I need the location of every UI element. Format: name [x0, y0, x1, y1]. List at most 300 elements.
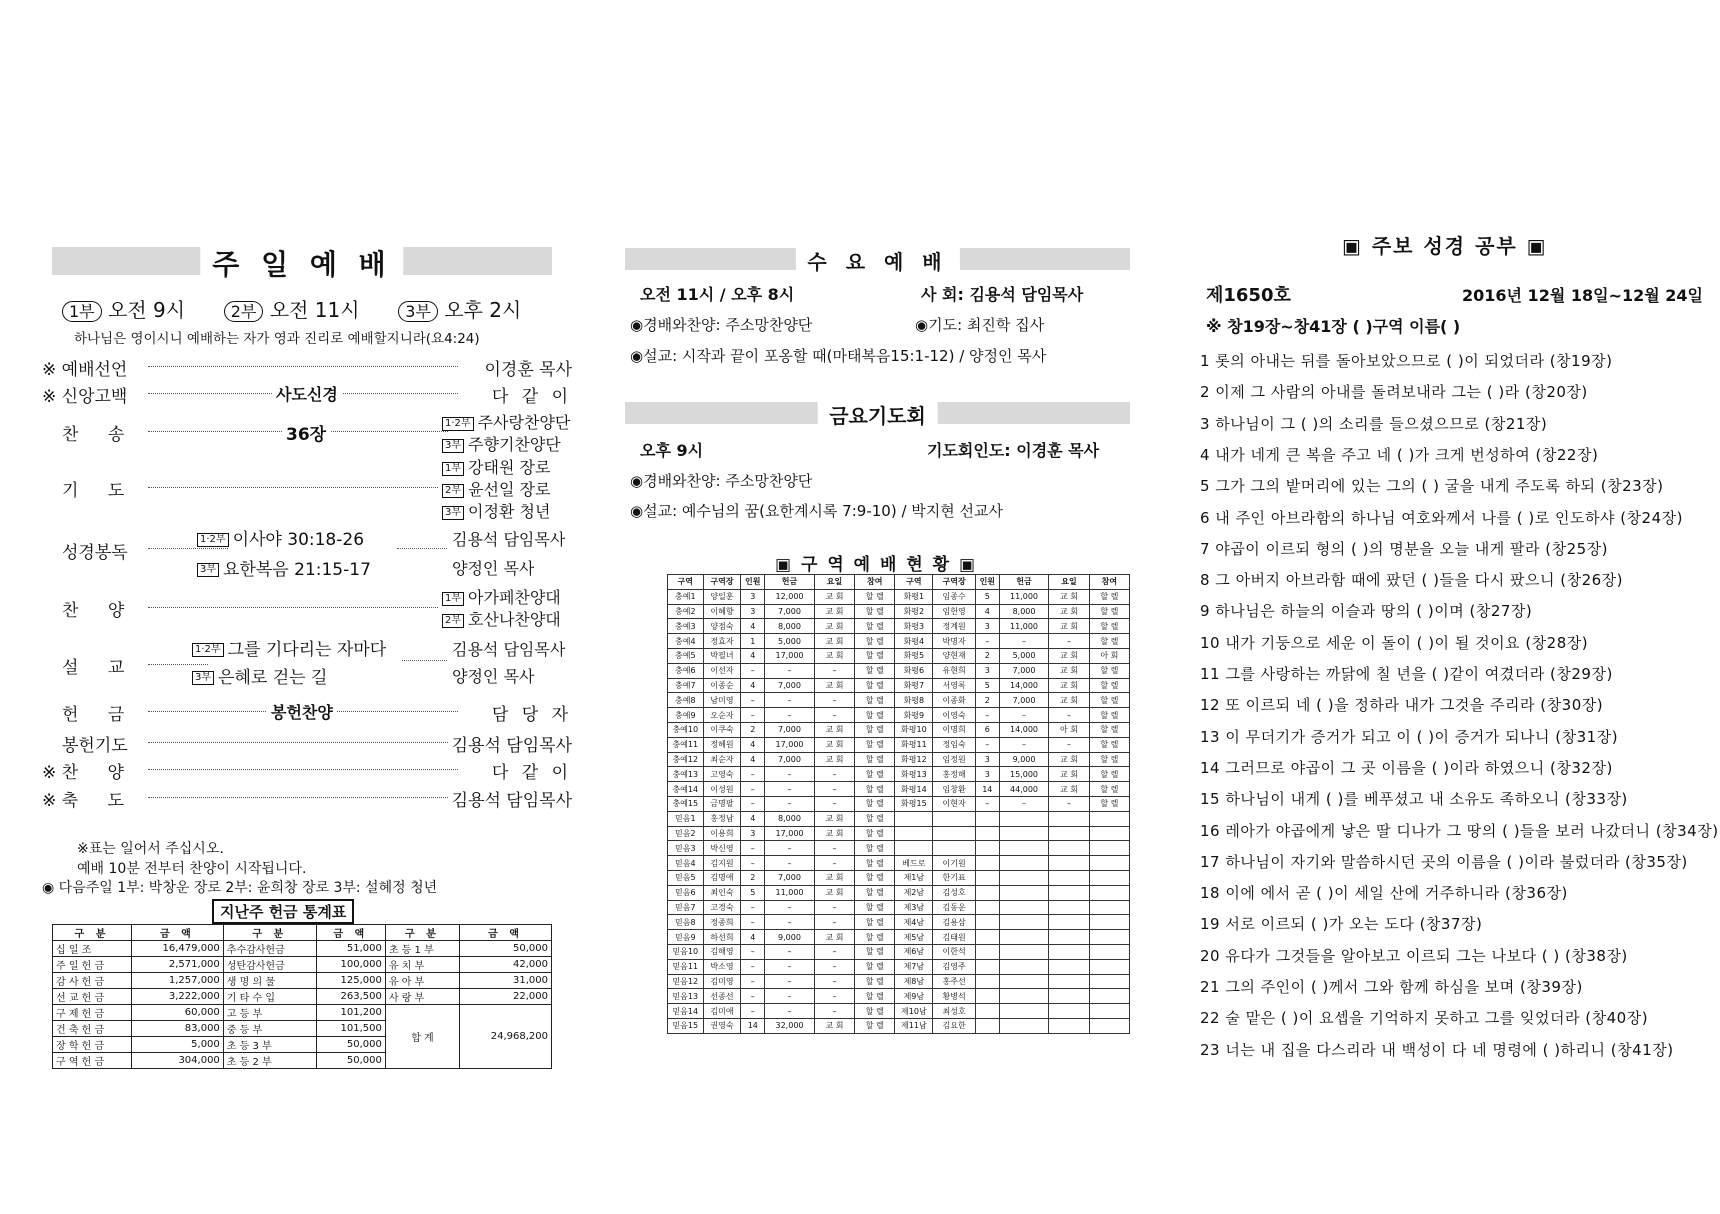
table-cell: 교 회 [1049, 619, 1089, 634]
table-cell: 3 [975, 619, 999, 634]
table-row [53, 973, 552, 989]
service-time-1: 오전 9시 [108, 298, 186, 322]
table-cell: 6 [975, 722, 999, 737]
table-cell: 263,500 [316, 989, 385, 1005]
table-cell: – [765, 693, 815, 708]
table-cell: – [814, 944, 854, 959]
table-cell: 42,000 [460, 957, 552, 973]
table-cell: 제5남 [895, 930, 933, 945]
order-person: 다 같 이 [491, 387, 572, 407]
table-cell: – [814, 989, 854, 1004]
table-cell: – [1049, 796, 1089, 811]
table-cell: – [741, 959, 765, 974]
order-person: 이경훈 목사 [484, 360, 572, 380]
table-cell [1089, 930, 1129, 945]
table-cell: 화평8 [895, 693, 933, 708]
part-tag: 1부 [442, 462, 464, 476]
table-cell: – [741, 796, 765, 811]
table-header: 구역장 [933, 575, 976, 590]
table-cell [895, 826, 933, 841]
table-cell: 이영숙 [933, 708, 976, 723]
table-cell: – [741, 767, 765, 782]
table-row [668, 856, 1130, 871]
table-cell: 7,000 [765, 678, 815, 693]
table-cell: 충예7 [668, 678, 704, 693]
table-cell: 충예14 [668, 782, 704, 797]
table-cell [1089, 1004, 1129, 1019]
table-cell: – [765, 841, 815, 856]
quiz-question: 9 하나님은 하늘의 이슬과 땅의 ( )이며 (창27장) [1200, 602, 1533, 621]
part-tag: 3부 [442, 506, 464, 520]
table-cell: 7,000 [999, 663, 1049, 678]
part-tag: 1·2부 [197, 533, 229, 547]
table-cell: 최성호 [933, 1004, 976, 1019]
table-cell: 김미애 [703, 1004, 741, 1019]
table-row [668, 648, 1130, 663]
table-cell: – [975, 737, 999, 752]
table-cell: 50,000 [316, 1053, 385, 1069]
table-cell: 2 [975, 648, 999, 663]
table-cell: 믿음2 [668, 826, 704, 841]
table-cell: 할 렐 [855, 693, 895, 708]
table-cell: – [999, 796, 1049, 811]
table-cell [1049, 856, 1089, 871]
table-cell: – [814, 663, 854, 678]
table-row [668, 634, 1130, 649]
table-cell: – [765, 856, 815, 871]
quiz-question: 1 롯의 아내는 뒤를 돌아보았으므로 ( )이 되었더라 (창19장) [1200, 352, 1613, 370]
table-cell: 충예10 [668, 722, 704, 737]
table-cell: 제8남 [895, 974, 933, 989]
table-cell: 정종희 [703, 915, 741, 930]
table-cell: – [814, 767, 854, 782]
table-cell: 제2남 [895, 885, 933, 900]
table-cell: – [1049, 708, 1089, 723]
table-cell: 임정원 [933, 752, 976, 767]
table-cell: 할 렐 [1089, 604, 1129, 619]
table-row [53, 1005, 552, 1021]
table-cell: – [741, 693, 765, 708]
table-cell: – [814, 693, 854, 708]
table-cell: 화평4 [895, 634, 933, 649]
table-cell: 9,000 [765, 930, 815, 945]
table-cell: – [814, 915, 854, 930]
table-cell: 김해영 [703, 944, 741, 959]
table-cell: 할 렐 [855, 796, 895, 811]
order-label-prayer: 기 도 [62, 481, 137, 501]
table-cell: 11,000 [999, 589, 1049, 604]
table-cell [1049, 811, 1089, 826]
order-label-anthem: 찬 양 [62, 601, 137, 621]
table-cell [999, 944, 1049, 959]
table-cell: 유 치 부 [385, 957, 459, 973]
table-cell: 제4남 [895, 915, 933, 930]
prayer-line [442, 499, 550, 522]
table-cell: 이명희 [933, 722, 976, 737]
table-cell: 최순자 [703, 752, 741, 767]
friday-praise: ◉경배와찬양: 주소망찬양단 [630, 472, 813, 490]
table-cell: 5,000 [765, 634, 815, 649]
quiz-question: 19 서로 이르되 ( )가 오는 도다 (창37장) [1200, 915, 1483, 934]
table-cell [999, 856, 1049, 871]
table-cell: 믿음12 [668, 974, 704, 989]
table-cell: 교 회 [814, 930, 854, 945]
table-cell [1049, 989, 1089, 1004]
table-cell [975, 856, 999, 871]
order-content: 36장 [282, 420, 330, 445]
table-header: 헌금 [999, 575, 1049, 590]
table-cell [1049, 870, 1089, 885]
part-tag: 2부 [442, 614, 464, 628]
sermon-line [192, 635, 386, 660]
table-header: 인원 [975, 575, 999, 590]
table-cell: 홍주선 [933, 974, 976, 989]
table-cell: – [814, 1004, 854, 1019]
reading-person: 김용석 담임목사 [452, 530, 566, 549]
table-cell [1049, 1018, 1089, 1033]
table-cell: 할 렐 [1089, 589, 1129, 604]
quiz-question: 8 그 아버지 아브라함 때에 팠던 ( )들을 다시 팠으니 (창26장) [1200, 571, 1624, 590]
table-cell [1049, 959, 1089, 974]
table-cell [999, 974, 1049, 989]
table-cell [1049, 944, 1089, 959]
table-cell: – [741, 841, 765, 856]
table-cell: 화평3 [895, 619, 933, 634]
table-cell: 믿음15 [668, 1018, 704, 1033]
table-cell [895, 811, 933, 826]
table-cell: 화평13 [895, 767, 933, 782]
choir-name: 호산나찬양대 [468, 610, 561, 629]
table-header: 금 액 [316, 925, 385, 941]
table-cell: 생 명 의 물 [223, 973, 316, 989]
table-cell [975, 841, 999, 856]
table-cell: 4 [741, 930, 765, 945]
table-cell: 서영록 [933, 678, 976, 693]
table-cell: 정혜원 [703, 737, 741, 752]
table-cell: 31,000 [460, 973, 552, 989]
table-header: 구 분 [223, 925, 316, 941]
table-cell: 14,000 [999, 678, 1049, 693]
table-row [668, 663, 1130, 678]
table-cell: 할 렐 [1089, 619, 1129, 634]
table-cell: 9,000 [999, 752, 1049, 767]
table-cell: 정임숙 [933, 737, 976, 752]
table-cell: 믿음3 [668, 841, 704, 856]
table-cell [975, 1018, 999, 1033]
table-cell: 교 회 [1049, 767, 1089, 782]
table-cell: 제10남 [895, 1004, 933, 1019]
quiz-question: 2 이제 그 사람의 아내를 돌려보내라 그는 ( )라 (창20장) [1200, 383, 1588, 402]
table-cell: – [975, 796, 999, 811]
table-cell: 오순자 [703, 708, 741, 723]
quiz-question: 17 하나님이 자기와 말씀하시던 곳의 이름을 ( )이라 불렀더라 (창35장) [1200, 852, 1688, 871]
order-label: 예배선언 [61, 360, 128, 380]
table-cell: 교 회 [814, 885, 854, 900]
friday-sermon: ◉설교: 예수님의 꿈(요한계시록 7:9-10) / 박지현 선교사 [630, 502, 1003, 520]
order-label-offering: 헌 금 [62, 705, 137, 725]
table-cell: 할 렐 [855, 915, 895, 930]
table-cell: 권영숙 [703, 1018, 741, 1033]
table-cell: 교 회 [814, 678, 854, 693]
table-row [668, 693, 1130, 708]
choir-name: 아가페찬양대 [468, 588, 561, 607]
table-cell: 교 회 [1049, 589, 1089, 604]
quiz-question: 15 하나님이 내게 ( )를 베푸셨고 내 소유도 족하오니 (창33장) [1200, 790, 1628, 809]
wednesday-prayer: ◉기도: 최진학 집사 [915, 316, 1045, 334]
prayer-line [442, 455, 550, 478]
prayer-person: 윤선일 장로 [468, 480, 551, 499]
stand-mark: ※ [42, 763, 57, 783]
table-cell [999, 841, 1049, 856]
table-cell: 3 [741, 589, 765, 604]
table-cell [975, 1004, 999, 1019]
table-cell: 14 [975, 782, 999, 797]
table-row [668, 930, 1130, 945]
table-cell: 60,000 [131, 1005, 223, 1021]
table-cell: 100,000 [316, 957, 385, 973]
quiz-question: 4 내가 네게 큰 복을 주고 네 ( )가 크게 번성하여 (창22장) [1200, 445, 1599, 464]
sermon-person: 김용석 담임목사 [452, 640, 566, 659]
table-cell: – [765, 974, 815, 989]
quiz-question: 11 그를 사랑하는 까닭에 칠 년을 ( )같이 여겼더라 (창29장) [1200, 665, 1613, 683]
wednesday-praise: ◉경배와찬양: 주소망찬양단 [630, 316, 813, 334]
table-cell [1089, 826, 1129, 841]
table-cell: 4 [741, 678, 765, 693]
table-cell: 5 [741, 885, 765, 900]
table-cell: 11,000 [999, 619, 1049, 634]
table-cell [999, 915, 1049, 930]
table-cell: 2 [975, 693, 999, 708]
sunday-title: 주 일 예 배 [200, 243, 403, 283]
order-creed [42, 382, 127, 407]
table-cell: 유현희 [933, 663, 976, 678]
table-row [668, 915, 1130, 930]
table-cell: – [741, 900, 765, 915]
table-cell: 304,000 [131, 1053, 223, 1069]
part-tag: 1·2부 [192, 643, 224, 657]
table-cell: 12,000 [765, 589, 815, 604]
order-label-offering-prayer: 봉헌기도 [62, 736, 128, 756]
table-cell: – [814, 708, 854, 723]
table-cell: 금명팔 [703, 796, 741, 811]
table-cell [1089, 959, 1129, 974]
order-benediction [42, 786, 136, 811]
table-cell: 충예6 [668, 663, 704, 678]
district-table [667, 574, 1130, 1034]
table-cell: 할 렐 [855, 752, 895, 767]
table-cell: 김명애 [703, 870, 741, 885]
table-cell: 15,000 [999, 767, 1049, 782]
order-person: 김용석 담임목사 [451, 736, 572, 756]
table-cell: – [765, 782, 815, 797]
order-content: 사도신경 [272, 382, 342, 405]
table-cell: 김용삼 [933, 915, 976, 930]
table-cell: 충예9 [668, 708, 704, 723]
table-cell: 83,000 [131, 1021, 223, 1037]
table-cell: – [814, 841, 854, 856]
table-cell: 4 [741, 619, 765, 634]
table-cell: 이기원 [933, 856, 976, 871]
order-person: 담 당 자 [491, 705, 572, 725]
table-cell: 101,500 [316, 1021, 385, 1037]
table-cell [1089, 974, 1129, 989]
table-cell: 교 회 [814, 1018, 854, 1033]
table-cell: 주 일 헌 금 [53, 957, 132, 973]
table-cell: 17,000 [765, 648, 815, 663]
table-cell [1089, 915, 1129, 930]
table-cell [999, 930, 1049, 945]
table-cell: 할 렐 [855, 885, 895, 900]
service-time-3: 오후 2시 [444, 298, 522, 322]
table-cell: 할 렐 [1089, 722, 1129, 737]
table-cell: 믿음7 [668, 900, 704, 915]
table-row [668, 811, 1130, 826]
table-cell: 초 등 2 부 [223, 1053, 316, 1069]
table-cell: 황병석 [933, 989, 976, 1004]
table-header: 참여 [855, 575, 895, 590]
theme-verse: 하나님은 영이시니 예배하는 자가 영과 진리로 예배할지니라(요4:24) [74, 331, 480, 347]
friday-title: 금요기도회 [817, 400, 938, 429]
service-tag-1: 1부 [62, 301, 102, 322]
table-header: 인원 [741, 575, 765, 590]
table-row [668, 1004, 1130, 1019]
table-cell: 한기표 [933, 870, 976, 885]
sermon-title: 은혜로 걷는 길 [218, 668, 328, 688]
order-label: 찬 양 [61, 763, 136, 783]
table-cell: 이한석 [933, 944, 976, 959]
table-cell: 7,000 [765, 722, 815, 737]
table-cell: 7,000 [765, 870, 815, 885]
part-tag: 3부 [197, 563, 219, 577]
table-cell: 1,257,000 [131, 973, 223, 989]
table-row [668, 900, 1130, 915]
choir-name: 주향기찬양단 [468, 435, 561, 454]
table-cell: – [1049, 737, 1089, 752]
table-cell: 교 회 [814, 826, 854, 841]
friday-title-banner [625, 402, 1130, 428]
table-cell: – [814, 974, 854, 989]
table-header: 금 액 [460, 925, 552, 941]
table-cell [1049, 915, 1089, 930]
table-cell [975, 811, 999, 826]
table-cell: – [765, 708, 815, 723]
sermon-line [192, 663, 327, 688]
table-cell: 할 렐 [855, 767, 895, 782]
prayer-line [442, 477, 550, 500]
table-cell [999, 989, 1049, 1004]
table-cell: 할 렐 [855, 722, 895, 737]
table-cell [999, 826, 1049, 841]
table-cell: 할 렐 [855, 589, 895, 604]
table-cell: 할 렐 [1089, 782, 1129, 797]
quiz-question: 21 그의 주인이 ( )께서 그와 함께 하심을 보며 (창39장) [1200, 978, 1583, 996]
sermon-title: 그를 기다리는 자마다 [227, 640, 387, 660]
table-cell: 믿음8 [668, 915, 704, 930]
table-cell: 3 [741, 826, 765, 841]
wednesday-title-banner [625, 248, 1130, 274]
table-cell: 할 렐 [855, 856, 895, 871]
table-header: 헌금 [765, 575, 815, 590]
choir-line [442, 432, 561, 455]
total-label: 합 계 [385, 1005, 459, 1069]
table-cell: 할 렐 [1089, 693, 1129, 708]
table-cell: 화평2 [895, 604, 933, 619]
service-tag-2: 2부 [224, 301, 264, 322]
table-cell: – [765, 959, 815, 974]
table-cell [999, 885, 1049, 900]
table-header: 금 액 [131, 925, 223, 941]
table-cell: 이용희 [703, 826, 741, 841]
table-cell [999, 870, 1049, 885]
quiz-question: 3 하나님이 그 ( )의 소리를 들으셨으므로 (창21장) [1200, 414, 1548, 433]
table-cell: 할 렐 [855, 782, 895, 797]
table-cell: 할 렐 [855, 663, 895, 678]
part-tag: 3부 [442, 439, 464, 453]
table-row [668, 944, 1130, 959]
table-cell: 할 렐 [855, 1018, 895, 1033]
table-cell: 화평9 [895, 708, 933, 723]
table-cell: 교 회 [814, 589, 854, 604]
table-cell: 화평10 [895, 722, 933, 737]
table-cell: 충예2 [668, 604, 704, 619]
quiz-question: 20 유다가 그것들을 알아보고 이르되 그는 나보다 ( ) (창38장) [1200, 946, 1628, 965]
friday-leader: 기도회인도: 이경훈 목사 [927, 441, 1100, 460]
table-cell: 22,000 [460, 989, 552, 1005]
table-cell: 할 렐 [855, 811, 895, 826]
table-cell: 장 학 헌 금 [53, 1037, 132, 1053]
table-cell: 양현재 [933, 648, 976, 663]
table-cell: 믿음11 [668, 959, 704, 974]
table-cell: 화평11 [895, 737, 933, 752]
quiz-list [1200, 350, 1719, 1070]
table-cell: – [741, 989, 765, 1004]
table-cell: – [741, 856, 765, 871]
table-cell: – [765, 796, 815, 811]
table-row [53, 989, 552, 1005]
table-cell: 교 회 [1049, 782, 1089, 797]
table-cell: 믿음1 [668, 811, 704, 826]
table-row [668, 796, 1130, 811]
table-cell: 교 회 [814, 870, 854, 885]
table-cell: 교 회 [1049, 604, 1089, 619]
table-cell [933, 841, 976, 856]
table-cell: 교 회 [1049, 648, 1089, 663]
table-row [53, 941, 552, 957]
table-cell: 할 렐 [1089, 737, 1129, 752]
table-cell: 7,000 [765, 752, 815, 767]
table-cell [1089, 811, 1129, 826]
table-cell: 초 등 3 부 [223, 1037, 316, 1053]
table-cell: 5,000 [131, 1037, 223, 1053]
table-cell [1049, 885, 1089, 900]
table-cell [999, 959, 1049, 974]
order-call [42, 355, 127, 380]
service-time-2: 오전 11시 [269, 298, 360, 322]
table-cell: 화평5 [895, 648, 933, 663]
table-cell: 할 렐 [855, 870, 895, 885]
table-cell: 박소영 [703, 959, 741, 974]
quiz-question: 12 또 이르되 네 ( )을 정하라 내가 그것을 주리라 (창30장) [1200, 696, 1604, 715]
offering-table-title: 지난주 헌금 통계표 [212, 899, 354, 924]
table-cell: 김미영 [703, 974, 741, 989]
table-cell: 8,000 [999, 604, 1049, 619]
table-header: 요일 [1049, 575, 1089, 590]
table-row [668, 589, 1130, 604]
table-cell: 충예5 [668, 648, 704, 663]
table-cell: 김영주 [933, 959, 976, 974]
table-row [668, 619, 1130, 634]
table-cell: 교 회 [814, 604, 854, 619]
